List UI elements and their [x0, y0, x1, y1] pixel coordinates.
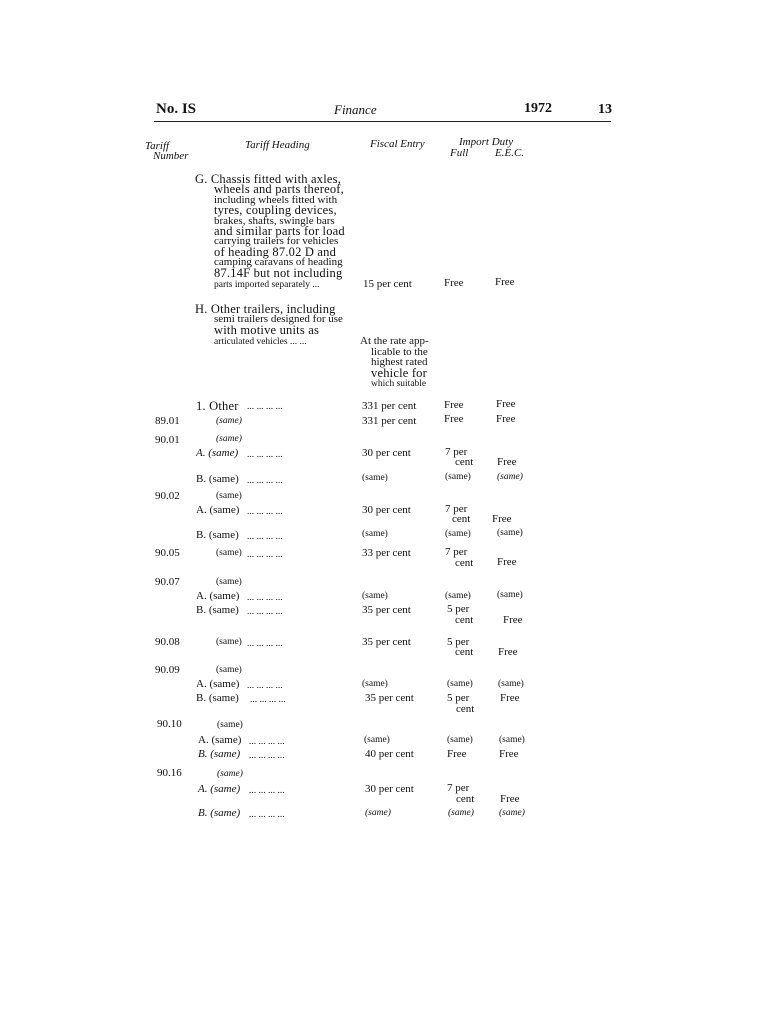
row-eec: (same) [499, 808, 525, 818]
header-rule [154, 121, 611, 122]
row-full-cont: cent [452, 513, 471, 525]
row-fiscal: (same) [365, 808, 391, 818]
row-heading: B. (same) [196, 604, 239, 616]
row-fiscal: (same) [362, 473, 388, 483]
row-eec: Free [499, 748, 519, 760]
tariff-number: 90.05 [155, 547, 180, 559]
row-heading: B. (same) [198, 807, 241, 819]
tariff-number: 90.07 [155, 576, 180, 588]
row-fiscal: 331 per cent [362, 415, 417, 427]
row-heading: 1. Other [196, 399, 239, 413]
row-fiscal: 30 per cent [362, 504, 411, 516]
row-dots: ... ... ... ... [249, 810, 285, 820]
tariff-number: 90.02 [155, 490, 180, 502]
row-full: 5 per [447, 603, 470, 615]
row-full: 5 per [447, 636, 470, 648]
row-full: (same) [447, 679, 473, 689]
row-dots: ... ... ... ... [247, 681, 283, 691]
row-eec: Free [500, 692, 520, 704]
row-full: 5 per [447, 692, 470, 704]
row-heading: (same) [216, 637, 242, 647]
section-h-text: H. Other trailers, including semi trailers designed for use with motive units as articulated vehicles ... ... [195, 302, 343, 348]
row-full: (same) [445, 472, 471, 482]
row-heading: B. (same) [196, 529, 239, 541]
row-full-cont: cent [455, 456, 474, 468]
row-eec: Free [496, 398, 516, 410]
row-heading: (same) [217, 720, 243, 730]
row-eec: (same) [497, 590, 523, 600]
row-heading: B. (same) [196, 692, 239, 704]
row-fiscal: 33 per cent [362, 547, 411, 559]
col-full-label: Full [450, 147, 469, 159]
row-full: (same) [445, 529, 471, 539]
row-dots: ... ... ... ... [247, 402, 283, 412]
col-import-label: Import Duty [459, 136, 514, 148]
row-full: Free [447, 748, 467, 760]
row-heading: A. (same) [198, 783, 241, 795]
row-heading: A. (same) [196, 447, 239, 459]
tariff-number: 90.09 [155, 664, 180, 676]
row-heading: A. (same) [196, 504, 240, 516]
row-full-cont: cent [456, 793, 475, 805]
row-heading: (same) [216, 416, 242, 426]
row-heading: A. (same) [196, 590, 240, 602]
row-eec: Free [498, 646, 518, 658]
row-dots: ... ... ... ... [249, 737, 285, 747]
row-full: (same) [448, 808, 474, 818]
row-heading: (same) [216, 491, 242, 501]
row-eec: Free [496, 413, 516, 425]
col-heading-label: Tariff Heading [245, 139, 310, 151]
row-dots: ... ... ... ... [247, 532, 283, 542]
tariff-number: 90.01 [155, 434, 180, 446]
row-dots: ... ... ... ... [247, 593, 283, 603]
row-fiscal: 35 per cent [365, 692, 414, 704]
row-fiscal: 35 per cent [362, 636, 411, 648]
row-full: Free [444, 413, 464, 425]
row-fiscal: 30 per cent [365, 783, 414, 795]
row-eec: (same) [497, 528, 523, 538]
row-fiscal: 40 per cent [365, 748, 414, 760]
row-eec: (same) [499, 735, 525, 745]
tariff-number: 89.01 [155, 415, 180, 427]
row-dots: ... ... ... ... [247, 550, 283, 560]
row-dots: ... ... ... ... [250, 695, 286, 705]
row-full-cont: cent [456, 703, 475, 715]
page-number-label: No. IS [156, 101, 197, 117]
row-eec: (same) [497, 472, 523, 482]
row-full: (same) [445, 591, 471, 601]
g-fiscal: 15 per cent [363, 278, 412, 290]
row-heading: (same) [216, 577, 242, 587]
row-eec: Free [497, 456, 517, 468]
row-full-cont: cent [455, 557, 474, 569]
row-fiscal: (same) [362, 529, 388, 539]
section-g-text: G. Chassis fitted with axles, wheels and parts thereof, including wheels fitted with tyres, coupling devices, brakes, shafts, swingle bars and similar parts for load carrying trailers for vehicles of heading 87.02 D and camping caravans of heading 87.14F but not including parts imported separately ... [195, 172, 345, 291]
row-full-cont: cent [455, 646, 474, 658]
row-fiscal: 331 per cent [362, 400, 417, 412]
row-eec: Free [497, 556, 517, 568]
row-fiscal: (same) [362, 591, 388, 601]
row-fiscal: (same) [362, 679, 388, 689]
tariff-number: 90.16 [157, 767, 182, 779]
row-dots: ... ... ... ... [247, 507, 283, 517]
row-heading: B. (same) [198, 748, 241, 760]
row-heading: A. (same) [198, 734, 242, 746]
row-full: (same) [447, 735, 473, 745]
row-fiscal: 35 per cent [362, 604, 411, 616]
row-heading: (same) [216, 665, 242, 675]
row-full: 7 per [447, 782, 470, 794]
h-fiscal: At the rate app- licable to the highest rated vehicle for which suitable [360, 335, 429, 389]
row-eec: (same) [498, 679, 524, 689]
tariff-number: 90.08 [155, 636, 180, 648]
row-eec: Free [492, 513, 512, 525]
row-heading: B. (same) [196, 473, 239, 485]
row-dots: ... ... ... ... [249, 751, 285, 761]
g-full: Free [444, 277, 464, 289]
page-title: Finance [334, 102, 377, 117]
row-eec: Free [503, 614, 523, 626]
col-tariff-label: Tariff [145, 140, 170, 152]
row-dots: ... ... ... ... [247, 607, 283, 617]
row-heading: (same) [217, 769, 243, 779]
year-label: 1972 [524, 101, 552, 116]
col-fiscal-label: Fiscal Entry [370, 138, 425, 150]
row-dots: ... ... ... ... [247, 639, 283, 649]
g-eec: Free [495, 276, 515, 288]
page-number: 13 [598, 102, 612, 117]
row-heading: A. (same) [196, 678, 240, 690]
row-full: 7 per [445, 546, 468, 558]
tariff-number: 90.10 [157, 718, 182, 730]
row-full-cont: cent [455, 614, 474, 626]
row-heading: (same) [216, 434, 242, 444]
row-full: Free [444, 399, 464, 411]
row-dots: ... ... ... ... [249, 786, 285, 796]
row-fiscal: (same) [364, 735, 390, 745]
row-eec: Free [500, 793, 520, 805]
row-full: 7 per [445, 503, 468, 515]
row-heading: (same) [216, 548, 242, 558]
row-full: 7 per [445, 446, 468, 458]
col-number-label: Number [153, 150, 189, 162]
row-fiscal: 30 per cent [362, 447, 411, 459]
row-dots: ... ... ... ... [247, 450, 283, 460]
col-eec-label: E.E.C. [495, 147, 525, 159]
row-dots: ... ... ... ... [247, 476, 283, 486]
